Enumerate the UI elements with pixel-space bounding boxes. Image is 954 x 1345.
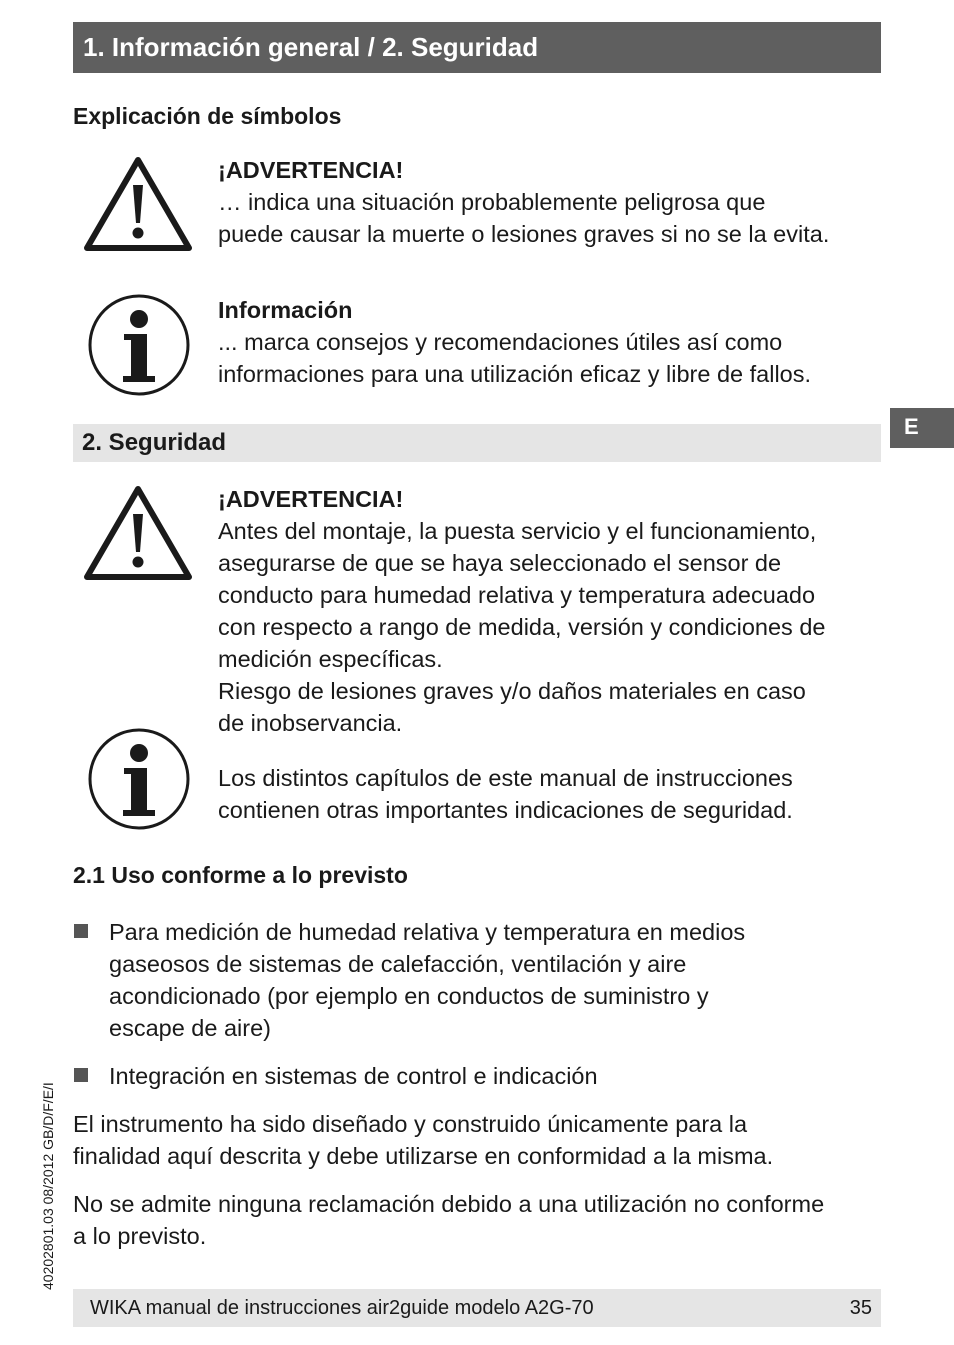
safety-warning-line: asegurarse de que se haya seleccionado el sensor de	[218, 550, 782, 576]
footer-text: WIKA manual de instrucciones air2guide modelo A2G-70	[90, 1297, 594, 1319]
symbols-info-title: Información	[218, 297, 353, 323]
safety-warning-line: conducto para humedad relativa y temperatura adecuado	[218, 582, 816, 608]
bullet-line: acondicionado (por ejemplo en conductos de suministro y	[109, 983, 709, 1009]
paragraph-line: No se admite ninguna reclamación debido a una utilización no conforme	[73, 1191, 825, 1217]
safety-warning-line: Riesgo de lesiones graves y/o daños materiales en caso	[218, 678, 806, 704]
bullet-item	[109, 916, 879, 1044]
document-code: 40202801.03 08/2012 GB/D/F/E/I	[40, 1082, 56, 1290]
bullet-line: Para medición de humedad relativa y temperatura en medios	[109, 919, 746, 945]
symbols-warning-title: ¡ADVERTENCIA!	[218, 157, 404, 183]
footer	[73, 1289, 881, 1327]
paragraph-line: El instrumento ha sido diseñado y construido únicamente para la	[73, 1111, 748, 1137]
safety-warning-title: ¡ADVERTENCIA!	[218, 486, 404, 512]
symbols-warning-line: … indica una situación probablemente peligrosa que	[218, 189, 766, 215]
safety-warning-line: medición específicas.	[218, 646, 443, 672]
safety-info-block	[218, 762, 878, 826]
paragraph	[73, 1188, 888, 1252]
section-heading-seguridad: 2. Seguridad	[73, 424, 881, 462]
info-circle-icon	[86, 292, 192, 398]
intended-use-heading: 2.1 Uso conforme a lo previsto	[73, 862, 408, 888]
bullet-line: escape de aire)	[109, 1015, 271, 1041]
symbols-warning-line: puede causar la muerte o lesiones graves si no se la evita.	[218, 221, 830, 247]
safety-warning-line: Antes del montaje, la puesta servicio y el funcionamiento,	[218, 518, 817, 544]
page-number: 35	[849, 1297, 872, 1319]
paragraph-line: finalidad aquí descrita y debe utilizarse en conformidad a la misma.	[73, 1143, 774, 1169]
paragraph-line: a lo previsto.	[73, 1223, 207, 1249]
symbols-warning-block	[218, 154, 878, 250]
language-tab: E	[890, 408, 954, 448]
safety-info-line: Los distintos capítulos de este manual de instrucciones	[218, 765, 793, 791]
safety-warning-block	[218, 483, 878, 739]
symbols-info-line: ... marca consejos y recomendaciones útiles así como	[218, 329, 783, 355]
symbols-heading: Explicación de símbolos	[73, 103, 342, 129]
bullet-square	[74, 1068, 88, 1082]
page-title: 1. Información general / 2. Seguridad	[73, 22, 881, 73]
warning-triangle-icon	[83, 484, 193, 582]
safety-info-line: contienen otras importantes indicaciones de seguridad.	[218, 797, 793, 823]
bullet-item	[109, 1060, 879, 1092]
symbols-info-line: informaciones para una utilización eficaz y libre de fallos.	[218, 361, 812, 387]
bullet-square	[74, 924, 88, 938]
info-circle-icon	[86, 726, 192, 832]
bullet-line: Integración en sistemas de control e indicación	[109, 1063, 598, 1089]
symbols-info-block	[218, 294, 878, 390]
bullet-line: gaseosos de sistemas de calefacción, ventilación y aire	[109, 951, 687, 977]
paragraph	[73, 1108, 883, 1172]
safety-warning-line: de inobservancia.	[218, 710, 403, 736]
warning-triangle-icon	[83, 155, 193, 253]
safety-warning-line: con respecto a rango de medida, versión y condiciones de	[218, 614, 826, 640]
